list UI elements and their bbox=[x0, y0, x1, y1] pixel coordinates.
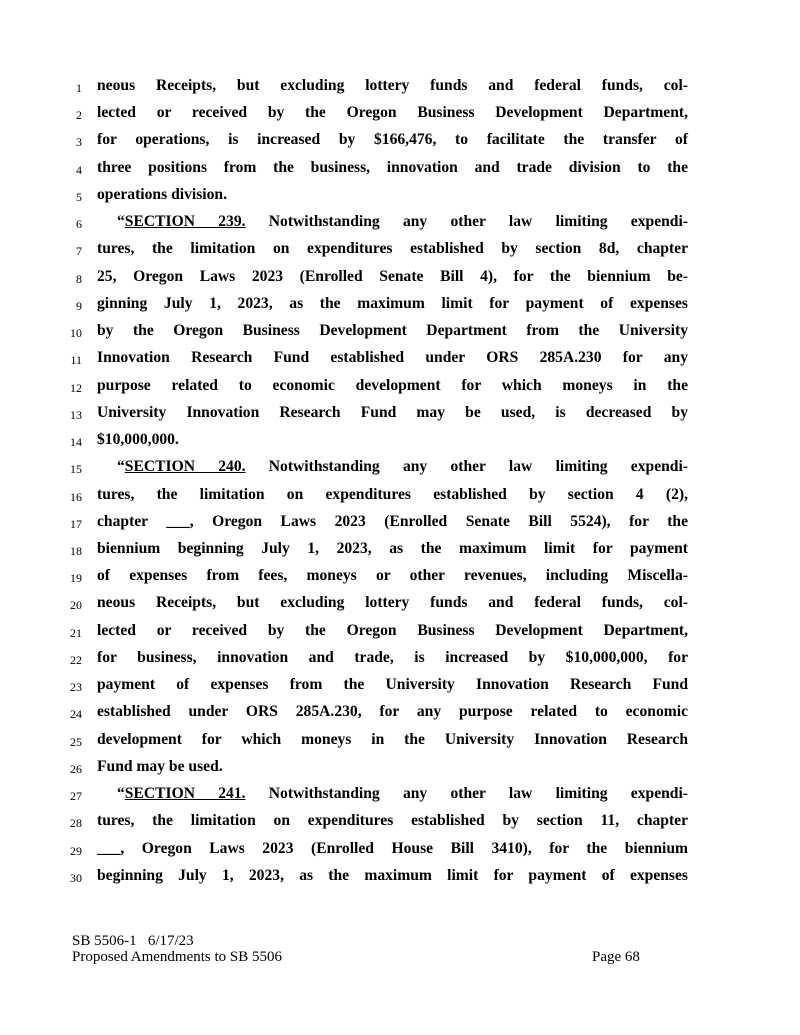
document-line bbox=[0, 783, 800, 810]
line-number: 18 bbox=[70, 543, 82, 558]
text-segment: “ bbox=[117, 458, 125, 476]
text-segment: neous Receipts, but excluding lottery funds and federal funds, col- bbox=[97, 594, 688, 612]
document-line bbox=[0, 865, 800, 892]
text-segment: ginning July 1, 2023, as the maximum limit for payment of expenses bbox=[97, 294, 688, 312]
line-text bbox=[97, 377, 688, 395]
document-line bbox=[0, 565, 800, 592]
text-segment: neous Receipts, but excluding lottery funds and federal funds, col- bbox=[97, 77, 688, 94]
document-line bbox=[0, 620, 800, 647]
line-number: 1 bbox=[76, 81, 82, 95]
line-number: 16 bbox=[70, 489, 82, 504]
page-number: Page 68 bbox=[592, 949, 640, 965]
text-segment: “ bbox=[117, 213, 125, 231]
document-line bbox=[0, 838, 800, 865]
document-line bbox=[0, 810, 800, 837]
line-text bbox=[97, 104, 688, 122]
line-text bbox=[97, 486, 688, 504]
line-text bbox=[117, 785, 688, 803]
text-segment: payment of expenses from the University Innovation Research Fund bbox=[97, 676, 688, 694]
document-line bbox=[0, 484, 800, 511]
text-segment: purpose related to economic development for which moneys in the bbox=[97, 376, 688, 394]
line-number: 27 bbox=[70, 789, 82, 804]
text-segment: established under ORS 285A.230, for any purpose related to economic bbox=[97, 703, 688, 721]
line-number: 5 bbox=[76, 189, 82, 204]
text-segment: tures, the limitation on expenditures established by section 8d, chapter bbox=[97, 240, 688, 258]
line-number: 13 bbox=[70, 407, 82, 422]
line-number: 26 bbox=[70, 761, 82, 776]
document-line bbox=[0, 701, 800, 728]
line-number: 12 bbox=[70, 380, 82, 395]
line-number: 24 bbox=[70, 707, 82, 722]
document-line bbox=[0, 647, 800, 674]
line-text bbox=[97, 731, 688, 749]
text-segment: three positions from the business, innovation and trade division to the bbox=[97, 158, 688, 176]
line-text bbox=[117, 458, 688, 476]
line-text bbox=[97, 676, 688, 694]
document-line bbox=[0, 592, 800, 619]
line-text bbox=[97, 758, 688, 776]
line-number: 3 bbox=[76, 135, 82, 150]
line-number: 14 bbox=[70, 435, 82, 450]
text-segment: Notwithstanding any other law limiting expendi- bbox=[245, 213, 688, 231]
text-segment: chapter ___, Oregon Laws 2023 (Enrolled Senate Bill 5524), for the bbox=[97, 512, 688, 530]
line-text bbox=[97, 268, 688, 286]
document-line bbox=[0, 157, 800, 184]
line-text bbox=[97, 431, 688, 449]
text-segment: lected or received by the Oregon Business Development Department, bbox=[97, 621, 688, 639]
text-segment: Notwithstanding any other law limiting expendi- bbox=[245, 458, 688, 476]
line-text bbox=[97, 186, 688, 204]
document-line bbox=[0, 347, 800, 374]
line-text bbox=[97, 404, 688, 422]
line-text bbox=[97, 622, 688, 640]
text-segment: “ bbox=[117, 785, 125, 803]
text-segment: University Innovation Research Fund may be used, is decreased by bbox=[97, 403, 688, 421]
line-text bbox=[97, 295, 688, 313]
document-line bbox=[0, 402, 800, 429]
line-number: 29 bbox=[70, 843, 82, 858]
document-line bbox=[0, 729, 800, 756]
text-segment: Fund may be used. bbox=[97, 757, 223, 775]
text-segment: ___, Oregon Laws 2023 (Enrolled House Bill 3410), for the biennium bbox=[97, 839, 688, 857]
document-line bbox=[0, 75, 800, 102]
line-number: 9 bbox=[76, 298, 82, 313]
line-text bbox=[97, 812, 688, 830]
document-line bbox=[0, 211, 800, 238]
line-number: 23 bbox=[70, 680, 82, 695]
line-text bbox=[117, 213, 688, 231]
text-segment: tures, the limitation on expenditures established by section 4 (2), bbox=[97, 485, 688, 503]
line-number: 11 bbox=[70, 353, 82, 368]
line-number: 10 bbox=[70, 326, 82, 341]
line-number: 8 bbox=[76, 271, 82, 286]
footer-title: Proposed Amendments to SB 5506 bbox=[72, 949, 283, 965]
text-segment: for operations, is increased by $166,476, to facilitate the transfer of bbox=[97, 131, 688, 149]
text-segment: Innovation Research Fund established under ORS 285A.230 for any bbox=[97, 349, 688, 367]
line-number: 7 bbox=[76, 244, 82, 259]
section-heading: SECTION 241. bbox=[124, 785, 246, 803]
line-number: 21 bbox=[70, 625, 82, 640]
document-line bbox=[0, 184, 800, 211]
text-segment: beginning July 1, 2023, as the maximum limit for payment of expenses bbox=[97, 866, 688, 884]
line-text bbox=[97, 322, 688, 340]
document-line bbox=[0, 129, 800, 156]
text-segment: lected or received by the Oregon Business Development Department, bbox=[97, 104, 688, 122]
document-line bbox=[0, 375, 800, 402]
document-line bbox=[0, 266, 800, 293]
text-segment: tures, the limitation on expenditures established by section 11, chapter bbox=[97, 812, 688, 830]
document-line bbox=[0, 456, 800, 483]
line-text bbox=[97, 867, 688, 885]
text-segment: $10,000,000. bbox=[97, 431, 179, 449]
line-text bbox=[97, 240, 688, 258]
line-number: 4 bbox=[76, 162, 82, 177]
document-line bbox=[0, 674, 800, 701]
line-number: 6 bbox=[76, 217, 82, 232]
line-text bbox=[97, 159, 688, 177]
text-segment: of expenses from fees, moneys or other revenues, including Miscella- bbox=[97, 567, 688, 585]
document-line bbox=[0, 756, 800, 783]
document-line bbox=[0, 320, 800, 347]
line-text bbox=[97, 649, 688, 667]
document-line bbox=[0, 293, 800, 320]
document-line bbox=[0, 429, 800, 456]
text-segment: development for which moneys in the University Innovation Research bbox=[97, 730, 688, 748]
line-text bbox=[97, 349, 688, 367]
text-segment: operations division. bbox=[97, 185, 227, 203]
line-number: 22 bbox=[70, 652, 82, 667]
footer bbox=[72, 933, 282, 965]
footer-bill-id: SB 5506-1 6/17/23 bbox=[72, 933, 194, 949]
section-heading: SECTION 239. bbox=[124, 213, 246, 231]
text-segment: for business, innovation and trade, is increased by $10,000,000, for bbox=[97, 648, 688, 666]
line-text bbox=[97, 540, 688, 558]
section-heading: SECTION 240. bbox=[124, 458, 246, 476]
line-number: 15 bbox=[70, 462, 82, 477]
line-text bbox=[97, 703, 688, 721]
line-number: 20 bbox=[70, 598, 82, 613]
line-text bbox=[97, 513, 688, 531]
line-text bbox=[97, 567, 688, 585]
line-number: 30 bbox=[70, 870, 82, 885]
text-segment: biennium beginning July 1, 2023, as the maximum limit for payment bbox=[97, 539, 688, 557]
document-line bbox=[0, 538, 800, 565]
document-line bbox=[0, 511, 800, 538]
text-segment: 25, Oregon Laws 2023 (Enrolled Senate Bill 4), for the biennium be- bbox=[97, 267, 688, 285]
document-body bbox=[0, 75, 800, 892]
line-number: 19 bbox=[70, 571, 82, 586]
document-line bbox=[0, 102, 800, 129]
text-segment: Notwithstanding any other law limiting expendi- bbox=[245, 785, 688, 803]
line-number: 17 bbox=[70, 516, 82, 531]
line-number: 2 bbox=[76, 108, 82, 123]
line-text bbox=[97, 594, 688, 612]
document-line bbox=[0, 238, 800, 265]
line-number: 25 bbox=[70, 734, 82, 749]
line-text bbox=[97, 77, 688, 95]
line-text bbox=[97, 131, 688, 149]
line-text bbox=[97, 840, 688, 858]
line-number: 28 bbox=[70, 816, 82, 831]
text-segment: by the Oregon Business Development Department from the University bbox=[97, 322, 688, 340]
